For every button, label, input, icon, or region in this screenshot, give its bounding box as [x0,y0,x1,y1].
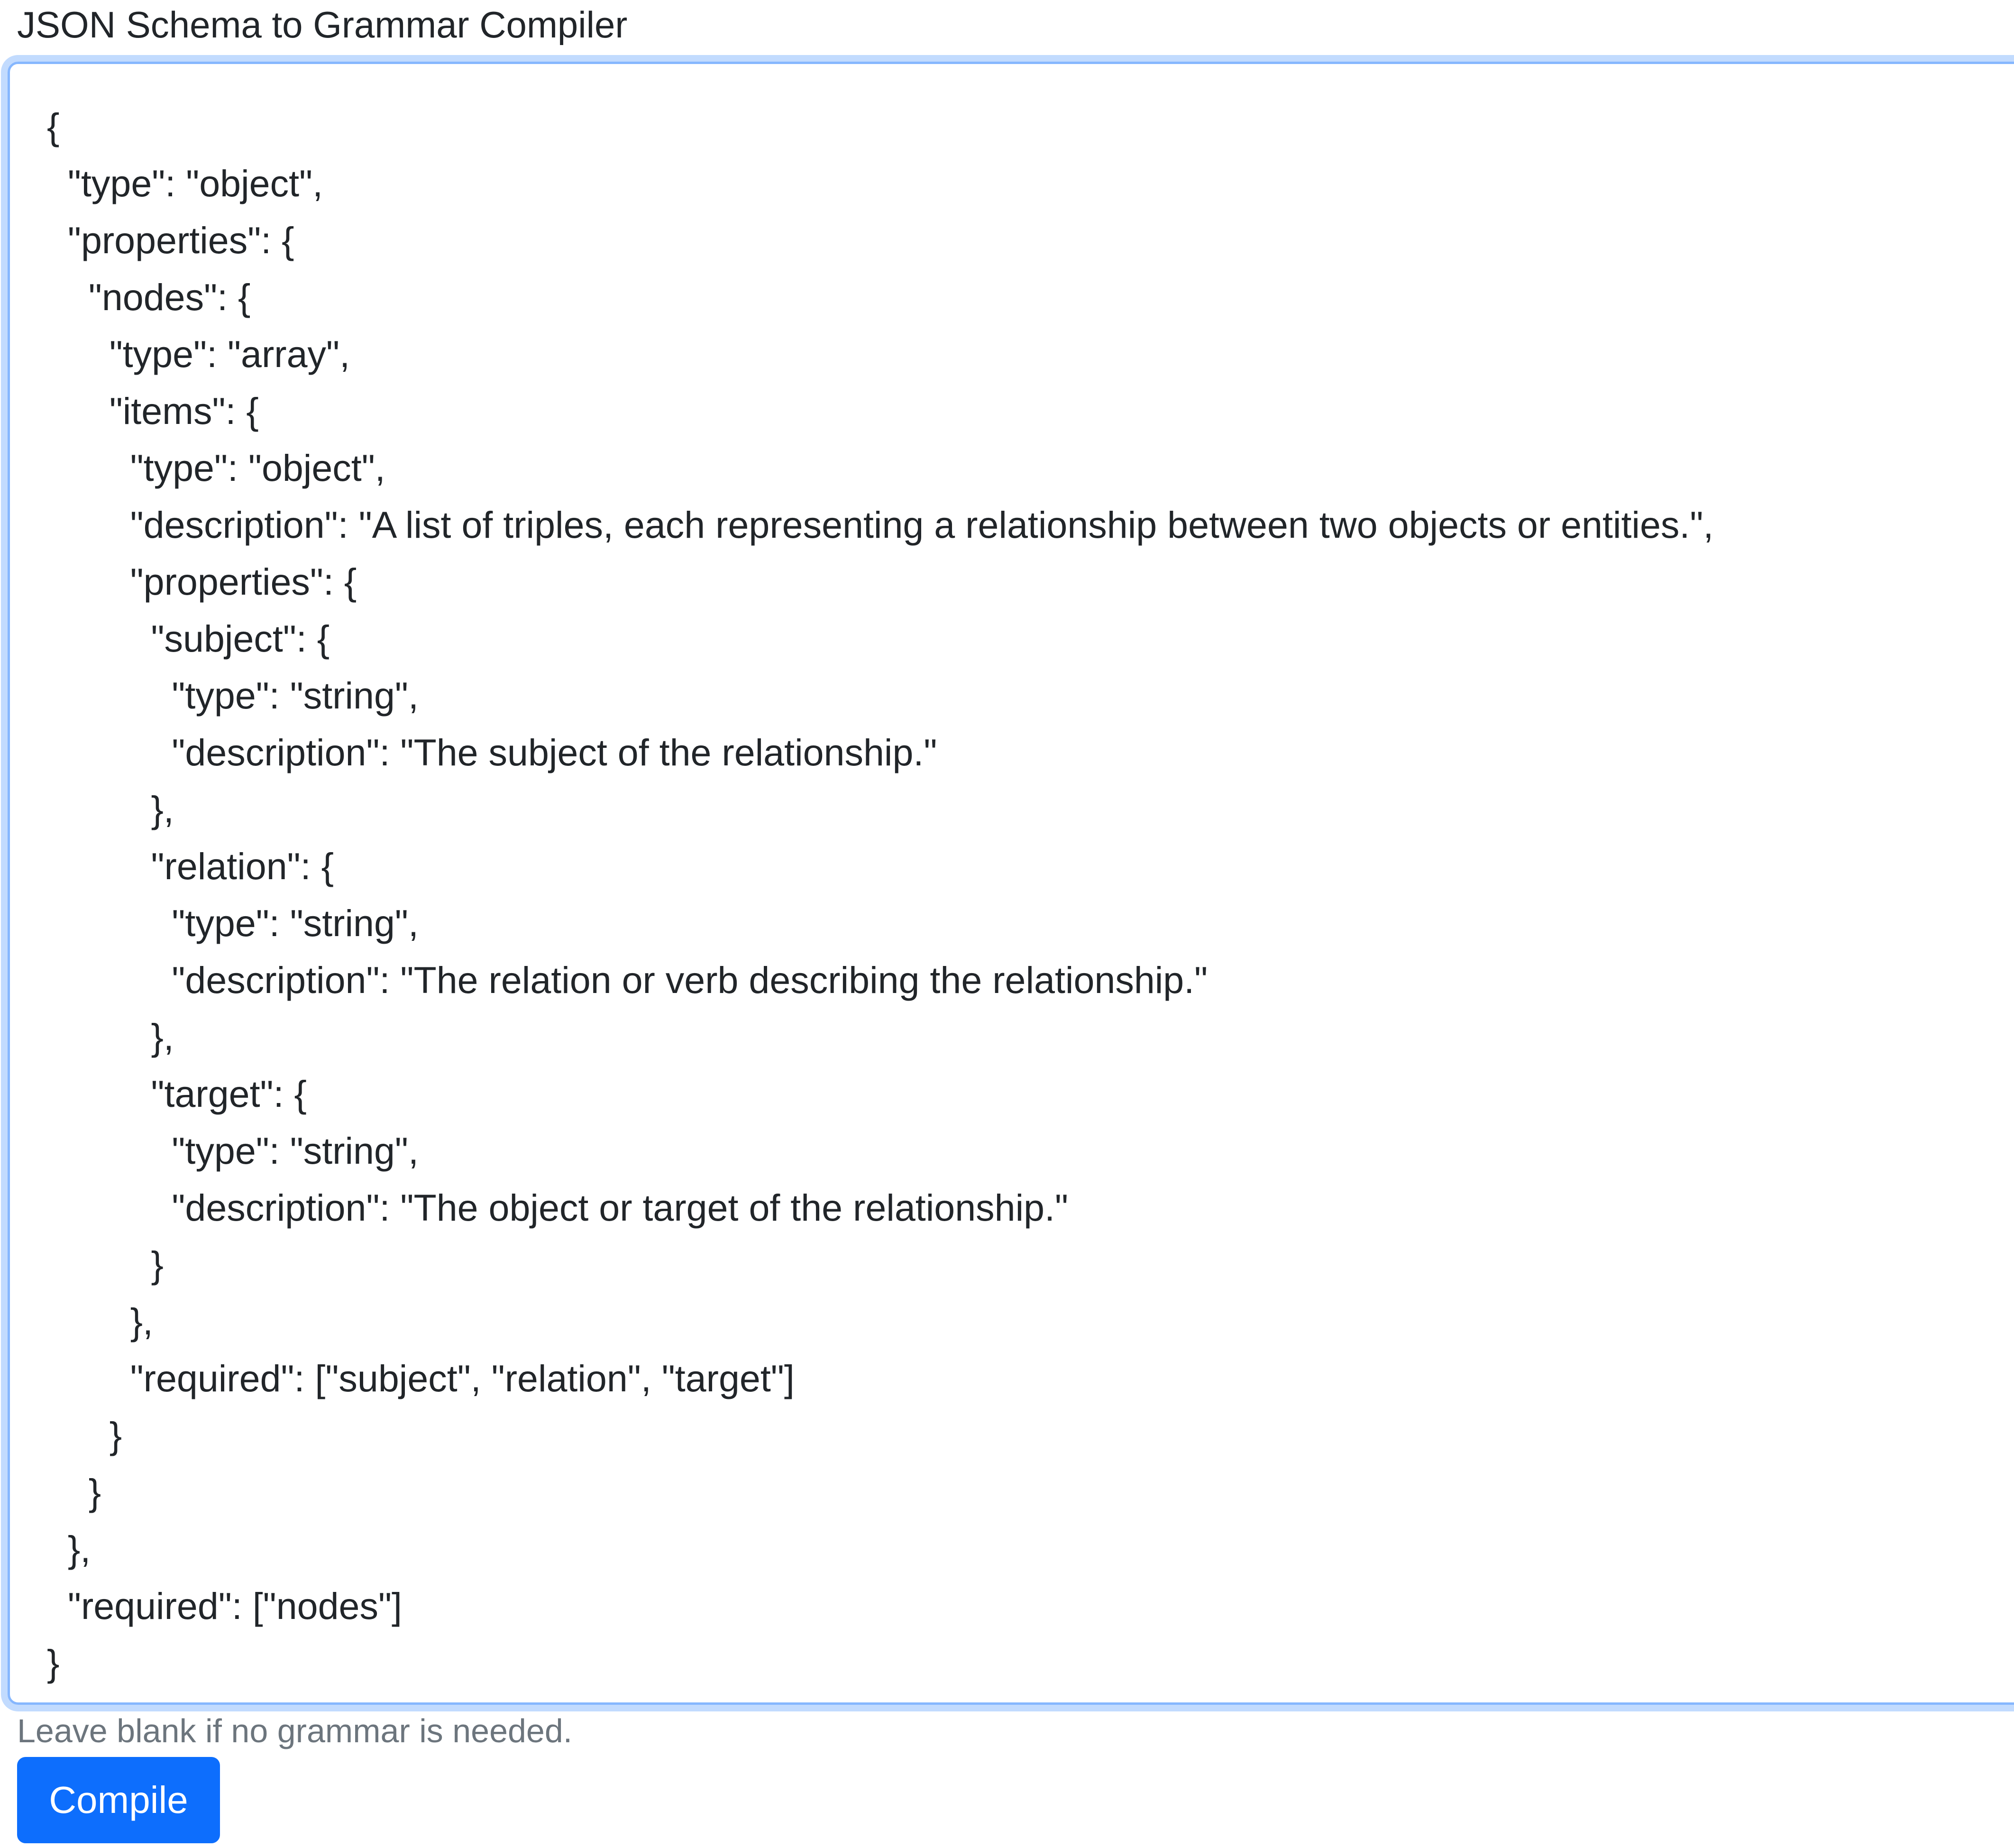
schema-field-label: JSON Schema to Grammar Compiler [17,4,628,46]
help-text: Leave blank if no grammar is needed. [17,1712,573,1749]
schema-editor-container [8,62,2014,1705]
schema-textarea[interactable] [8,62,2014,1705]
compile-button[interactable]: Compile [17,1757,220,1843]
